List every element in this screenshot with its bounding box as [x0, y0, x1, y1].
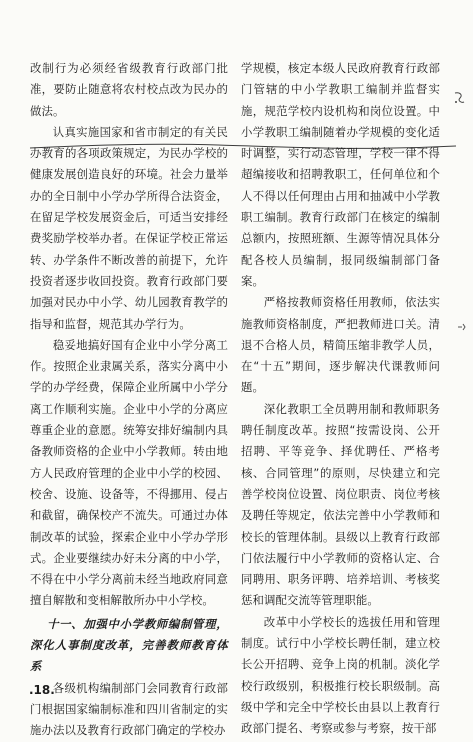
paragraph: 严格按教师资格任用教师，依法实施教师资格制度，严把教师进口关。清退不合格人员，精简压缩非教学人员，在“十五”期间，逐步解决代课教师问题。 [241, 295, 440, 395]
text-continuation: 学规模，核定本级人民政府教育行政部门管辖的中小学教职工编制并监督实施，规范学校内设机构和岗位设置。中小学教职工编制随着办学规模的变化适时调整，实行动态管理，学校一律不得超编接收和招聘教职工，任何单位和个人不得以任何理由占用和抽减中小学教职工编制。教育行政部门在核定的编制总额内，按照班额、生源等情况具体分配各校人员编制，报同级编制部门备案。 [241, 61, 440, 288]
section-heading: 十一、加强中小学教师编制管理，深化人事制度改革，完善教师教育体系 [30, 616, 228, 674]
paragraph: 改革中小学校长的选拔任用和管理制度。试行中小学校长聘任制，建立校长公开招聘、竞争上岗的机制。淡化学校行政级别，积极推行校长职级制。高级中学和完全中学校长由县以上教育行政部门提名、考察或参与考察，按干部 [241, 614, 440, 736]
margin-tick-icon [457, 322, 469, 332]
page-number: .18. [29, 683, 55, 697]
paragraph: 深化教职工全员聘用制和教师职务聘任制度改革。按照“按需设岗、公开招聘、平等竞争、择优聘任、严格考核、合同管理”的原则，尽快建立和完善学校岗位设置、岗位职责、岗位考核及聘任等规定，依法完善中小学教师和校长的管理体制。县级以上教育行政部门依法履行中小学教师的资格认定、合同聘用、职务评聘、培养培训、考核奖惩和调配交流等管理职能。 [241, 401, 440, 608]
right-column [241, 58, 440, 740]
left-column [30, 58, 228, 742]
paragraph: 各级机构编制部门会同教育行政部门根据国家编制标准和四川省制定的实施办法以及教育行政部门确定的学校办 [30, 680, 228, 738]
paragraph: 认真实施国家和省市制定的有关民办教育的各项政策规定，为民办学校的健康发展创造良好的环境。社会力量举办的全日制中小学办学所得合法资金，在留足学校发展资金后，可适当安排经费奖励学校举办者。在保证学校正常运转、办学条件不断改善的前提下，允许投资者逐步收回投资。教育行政部门要加强对民办中小学、幼儿园教育教学的指导和监督，规范其办学行为。 [30, 124, 228, 331]
text-continuation: 改制行为必须经省级教育行政部门批准，要防止随意将农村校点改为民办的做法。 [30, 61, 228, 118]
margin-scribble-icon [451, 90, 467, 106]
paragraph: 稳妥地搞好国有企业中小学分离工作。按照企业隶属关系，落实分离中小学的办学经费，保障企业所属中小学分离工作顺利实施。企业中小学的分离应尊重企业的意愿。统筹安排好编制内具备教师资格的企业中小学教师。转由地方人民政府管理的企业中小学的校园、校舍、设施、设备等，不得挪用、侵占和截留，确保校产不流失。可通过办体制改革的试验，探索企业中小学办学形式。企业要继续办好未分离的中小学，不得在中小学分离前未经当地政府同意擅自解散和变相解散所办中小学校。 [30, 337, 228, 608]
